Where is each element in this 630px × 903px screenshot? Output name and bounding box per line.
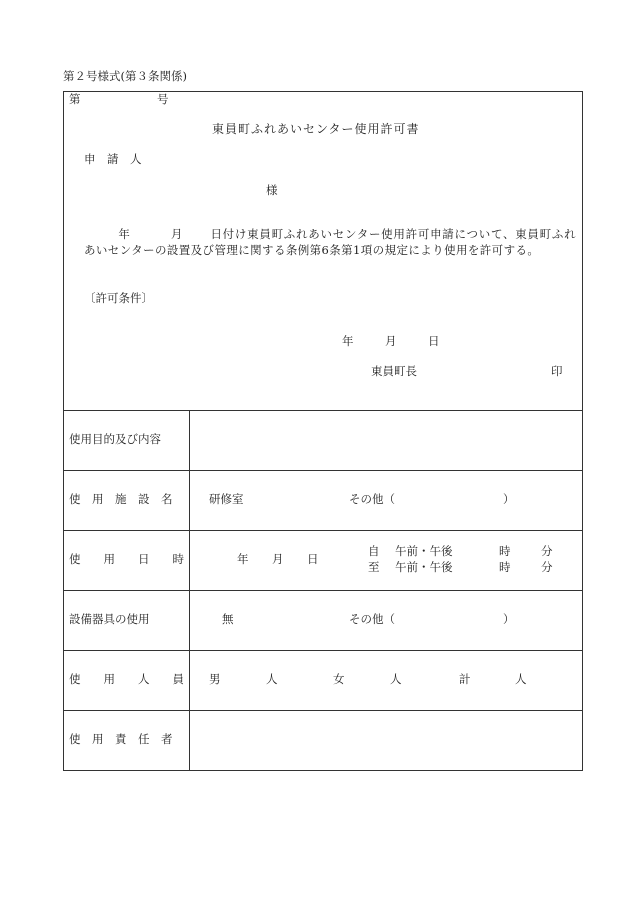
seal-mark: 印 — [551, 364, 563, 378]
equipment-option-other: その他（ — [349, 612, 395, 626]
facility-option-other: その他（ — [349, 492, 395, 506]
female-unit: 人 — [390, 672, 402, 686]
from-label: 自 — [368, 544, 380, 558]
form-frame — [63, 91, 583, 771]
issue-month: 月 — [385, 334, 397, 348]
from-hour: 時 — [499, 544, 511, 558]
row-divider — [63, 530, 583, 531]
people-label: 使 用 人 員 — [69, 672, 184, 686]
to-ampm: 午前・午後 — [395, 560, 453, 574]
total-label: 計 — [459, 672, 471, 686]
section-divider — [63, 410, 583, 411]
body-text: 日付け東員町ふれあいセンター使用許可申請について、東員町ふれあいセンターの設置及び管理に関する条例第6条第1項の規定により使用を許可する。 — [84, 227, 577, 257]
row-divider — [63, 590, 583, 591]
form-number: 第２号様式(第３条関係) — [63, 69, 187, 83]
from-minute: 分 — [541, 544, 553, 558]
responsible-label: 使 用 責 任 者 — [69, 732, 173, 746]
facility-option-training-room: 研修室 — [209, 492, 244, 506]
to-hour: 時 — [499, 560, 511, 574]
facility-label: 使 用 施 設 名 — [69, 492, 173, 506]
row-divider — [63, 710, 583, 711]
permit-number-suffix: 号 — [157, 92, 169, 106]
equipment-label: 設備器具の使用 — [69, 612, 150, 626]
to-minute: 分 — [541, 560, 553, 574]
male-unit: 人 — [266, 672, 278, 686]
datetime-label: 使 用 日 時 — [69, 552, 184, 566]
conditions-label: 〔許可条件〕 — [84, 291, 153, 305]
document-title: 東員町ふれあいセンター使用許可書 — [212, 122, 420, 136]
to-label: 至 — [368, 560, 380, 574]
honorific: 様 — [266, 183, 278, 197]
column-divider — [189, 410, 190, 771]
applicant-label: 申 請 人 — [84, 152, 142, 166]
facility-other-close: ） — [503, 492, 515, 506]
permit-statement — [84, 226, 576, 258]
equipment-other-close: ） — [503, 612, 515, 626]
permit-number-prefix: 第 — [69, 92, 81, 106]
issuer-name: 東員町長 — [371, 364, 417, 378]
use-year: 年 — [237, 552, 249, 566]
female-label: 女 — [333, 672, 345, 686]
equipment-option-none: 無 — [222, 612, 234, 626]
body-year: 年 — [118, 227, 131, 241]
purpose-label: 使用目的及び内容 — [69, 432, 161, 446]
total-unit: 人 — [515, 672, 527, 686]
use-day: 日 — [307, 552, 319, 566]
body-month: 月 — [170, 227, 184, 241]
row-divider — [63, 470, 583, 471]
issue-day: 日 — [428, 334, 440, 348]
from-ampm: 午前・午後 — [395, 544, 453, 558]
row-divider — [63, 650, 583, 651]
use-month: 月 — [272, 552, 284, 566]
male-label: 男 — [209, 672, 221, 686]
issue-year: 年 — [342, 334, 354, 348]
